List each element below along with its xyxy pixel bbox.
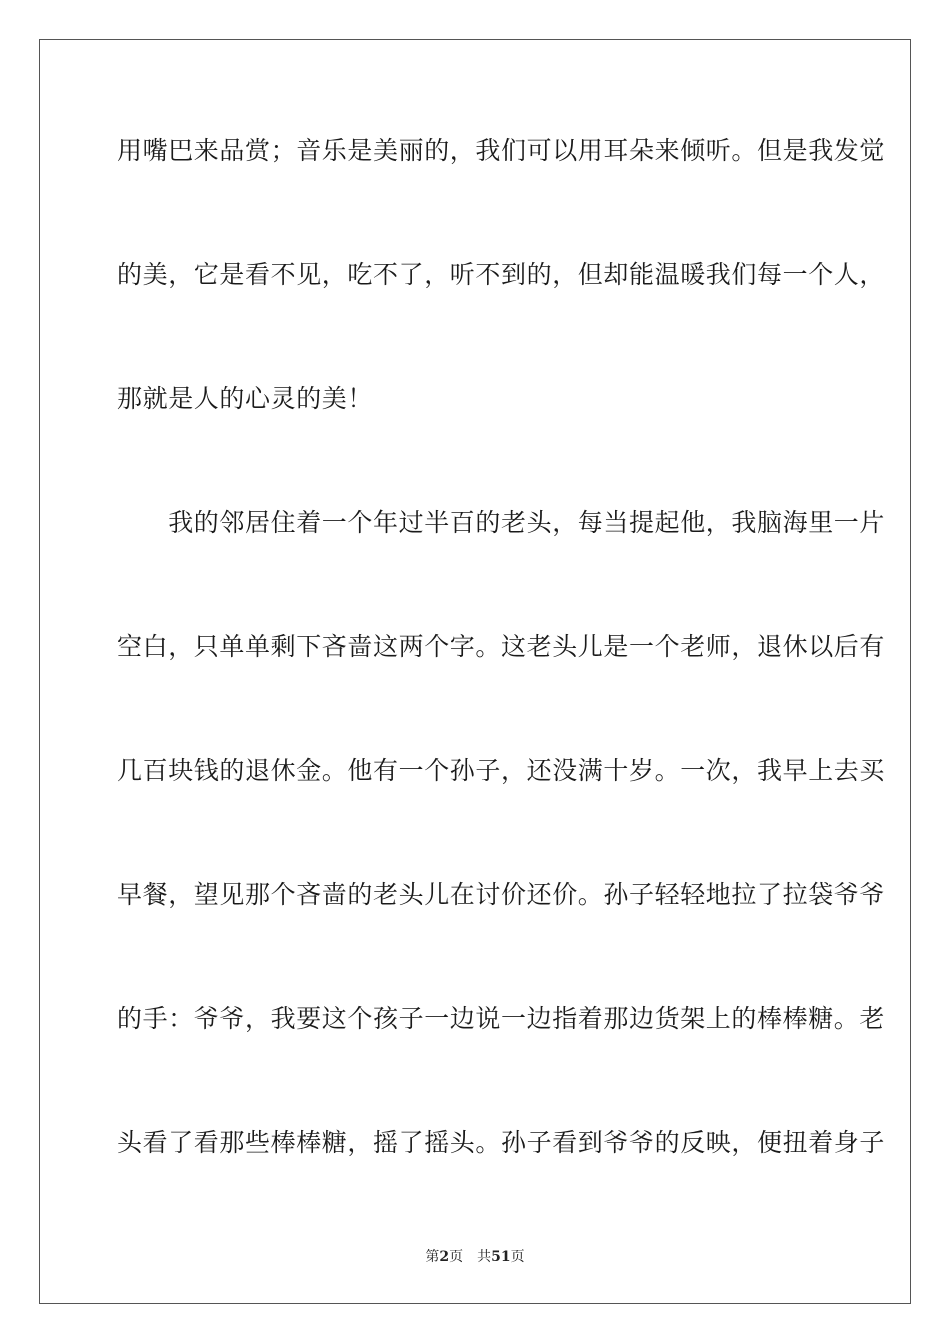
total-prefix: 共 [477, 1249, 492, 1265]
total-suffix: 页 [510, 1249, 525, 1265]
body-line-6: 几百块钱的退休金。他有一个孙子，还没满十岁。一次，我早上去买 [117, 756, 886, 785]
body-line-5: 空白，只单单剩下吝啬这两个字。这老头儿是一个老师，退休以后有 [117, 632, 886, 661]
total-pages: 51 [491, 1249, 511, 1265]
body-line-2: 的美，它是看不见，吃不了，听不到的，但却能温暖我们每一个人， [117, 260, 886, 289]
page-footer [0, 1248, 950, 1266]
page-border [39, 39, 911, 1304]
body-line-7: 早餐，望见那个吝啬的老头儿在讨价还价。孙子轻轻地拉了拉袋爷爷 [117, 880, 886, 909]
body-line-1: 用嘴巴来品赏；音乐是美丽的，我们可以用耳朵来倾听。但是我发觉 [117, 136, 886, 165]
page-prefix: 第 [425, 1249, 440, 1265]
page-suffix: 页 [449, 1249, 464, 1265]
page-number: 2 [439, 1249, 450, 1265]
body-line-9: 头看了看那些棒棒糖，摇了摇头。孙子看到爷爷的反映，便扭着身子 [117, 1128, 886, 1157]
body-line-4: 我的邻居住着一个年过半百的老头，每当提起他，我脑海里一片 [117, 508, 886, 537]
body-line-8: 的手：爷爷，我要这个孩子一边说一边指着那边货架上的棒棒糖。老 [117, 1004, 886, 1033]
body-line-3: 那就是人的心灵的美！ [117, 384, 374, 413]
